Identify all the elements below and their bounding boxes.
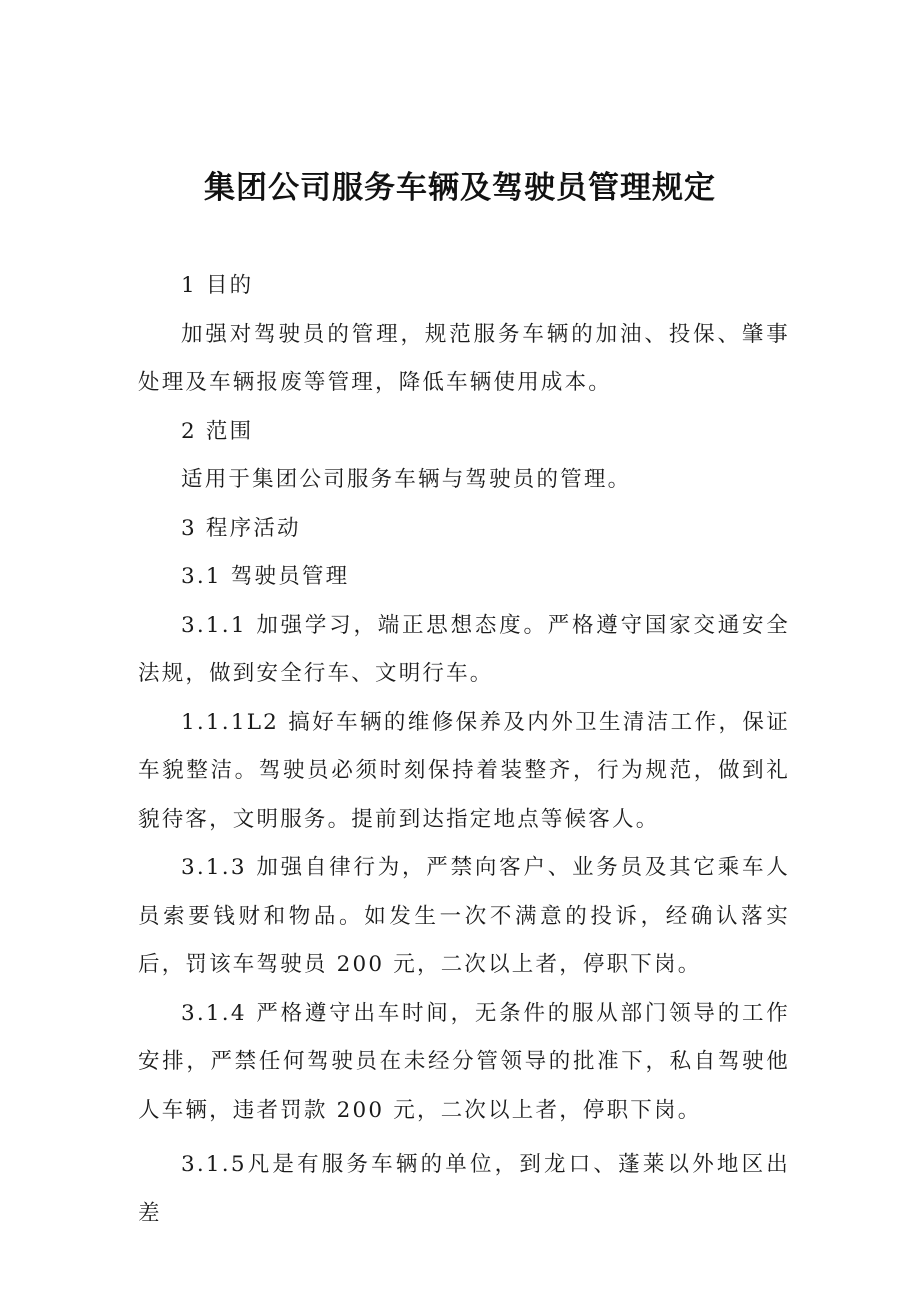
clause-3-1-4: 3.1.4 严格遵守出车时间，无条件的服从部门领导的工作安排，严禁任何驾驶员在未经分管领导的批准下，私自驾驶他人车辆，违者罚款 200 元，二次以上者，停职下岗。 [138, 1000, 790, 1123]
clause-3-1-5: 3.1.5凡是有服务车辆的单位，到龙口、蓬莱以外地区出差 [138, 1152, 790, 1226]
subsection-heading-driver-management: 3.1 驾驶员管理 [181, 564, 350, 589]
clause-3-1-1: 3.1.1 加强学习，端正思想态度。严格遵守国家交通安全法规，做到安全行车、文明行车。 [138, 612, 790, 686]
document-body [138, 262, 790, 1238]
section-heading-purpose: 1 目的 [181, 273, 254, 298]
document-title: 集团公司服务车辆及驾驶员管理规定 [204, 170, 716, 206]
section-heading-scope: 2 范围 [181, 418, 254, 444]
section-heading-procedure: 3 程序活动 [181, 515, 301, 541]
paragraph-purpose: 加强对驾驶员的管理，规范服务车辆的加油、投保、肇事处理及车辆报废等管理，降低车辆使用成本。 [138, 321, 790, 395]
clause-3-1-3: 3.1.3 加强自律行为，严禁向客户、业务员及其它乘车人员索要钱财和物品。如发生一次不满意的投诉，经确认落实后，罚该车驾驶员 200 元，二次以上者，停职下岗。 [138, 855, 790, 977]
paragraph-scope: 适用于集团公司服务车辆与驾驶员的管理。 [181, 467, 632, 492]
clause-3-1-2: 1.1.1L2 搞好车辆的维修保养及内外卫生清洁工作，保证车貌整洁。驾驶员必须时刻保持着装整齐，行为规范，做到礼貌待客，文明服务。提前到达指定地点等候客人。 [138, 709, 790, 832]
